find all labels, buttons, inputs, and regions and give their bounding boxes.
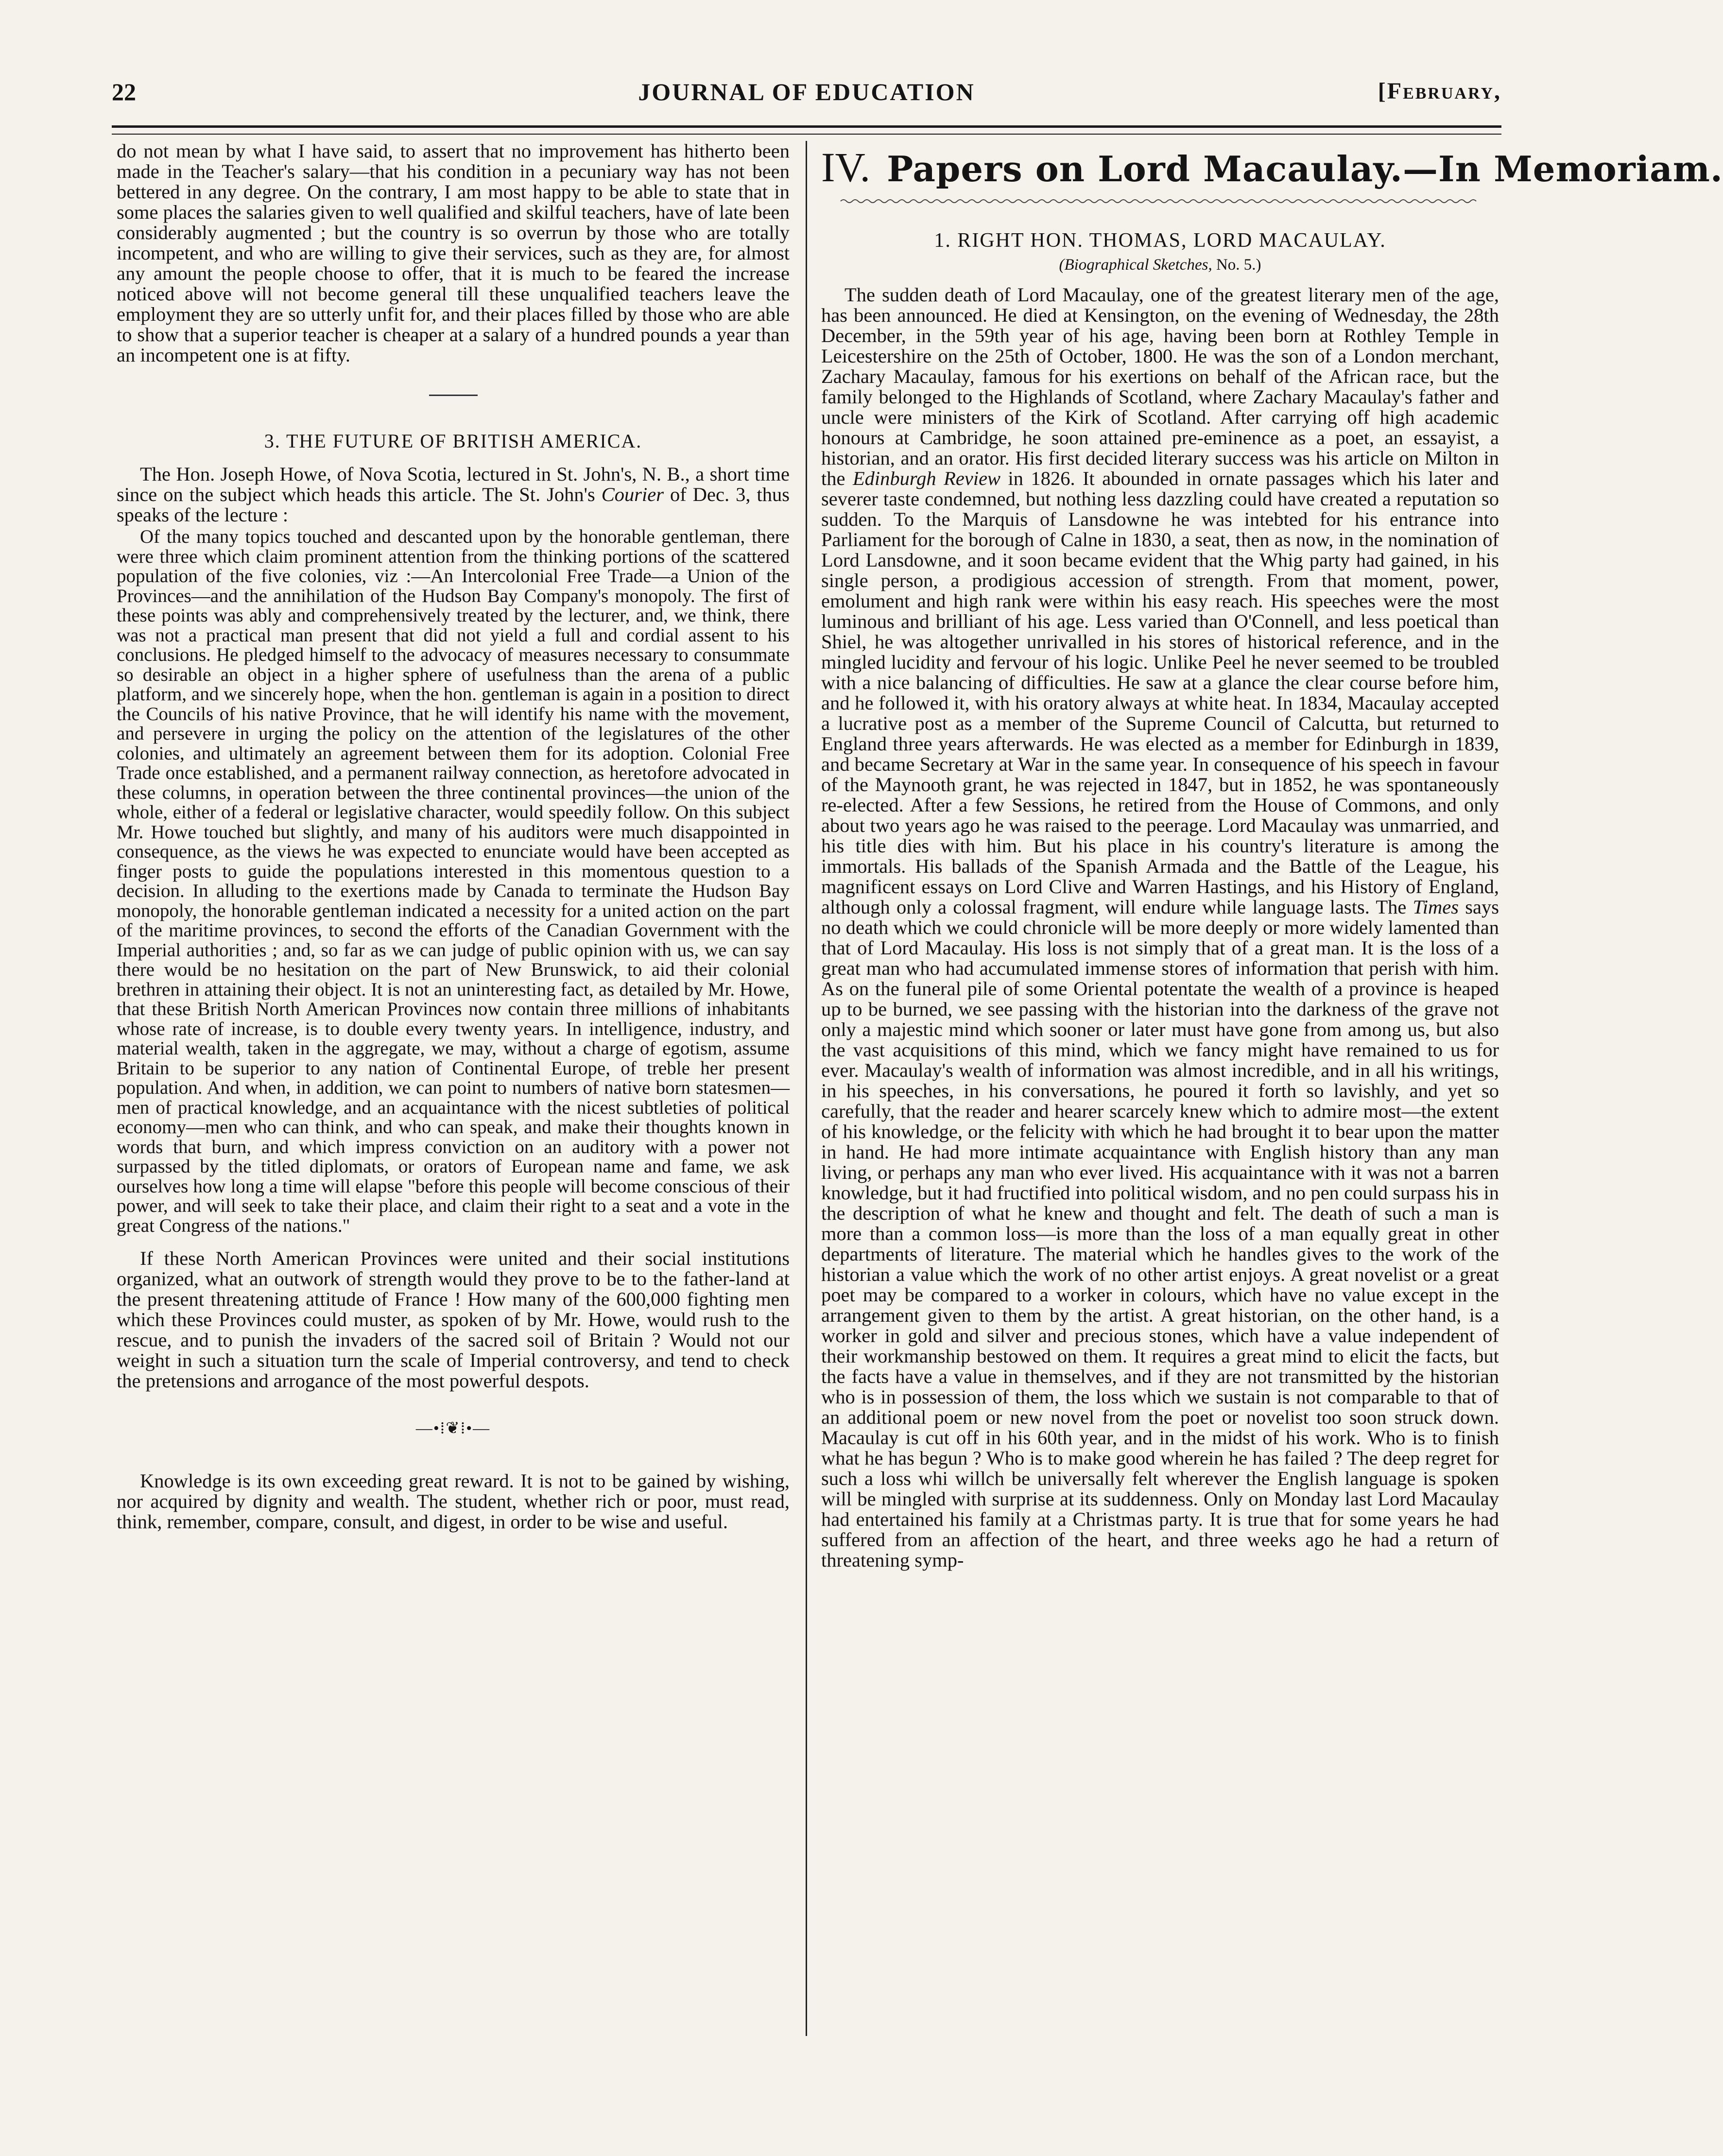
times-italic: Times (1413, 896, 1459, 918)
left-column (117, 141, 790, 1532)
running-head-month: [February, (1378, 78, 1501, 104)
journal-title: JOURNAL OF EDUCATION (638, 78, 975, 105)
knowledge-maxim: Knowledge is its own exceeding great reward. It is not to be gained by wishing, nor acquired by dignity and wealth. The student, whether rich or poor, must read, think, remember, compare, consult, and digest, in order to be wise and useful. (117, 1470, 790, 1533)
section-heading-future-british-america: 3. THE FUTURE OF BRITISH AMERICA. (264, 430, 642, 452)
wavy-rule (841, 198, 1480, 204)
section-title-block (821, 143, 1723, 193)
obit-text-c: says no death which we could chronicle will be more deeply or more widely lamented than that of Lord Macaulay. His loss is not simply that of a great man. It is the loss of a great man who had accumulated immense stores of information that perish with him. As on the funeral pile of some Oriental potentate the wealth of a province is heaped up to be burned, we see passing with the historian into the darkness of the grave not only a majestic mind which sooner or later must have gone from among us, but also the vast acquisitions of this mind, which we fancy might have remained to us for ever. Macaulay's wealth of information was almost incredible, and in all his writings, in his speeches, in his conversations, he poured it forth so lavishly, and yet so carefully, that the reader and hearer scarcely knew which to admire most—the extent of his knowledge, or the felicity with which he had brought it to bear upon the matter in hand. He had more intimate acquaintance with English history than any man living, or perhaps any man who ever lived. His acquaintance with it was not a barren knowledge, but it had fructified into political wisdom, and no pen could surpass his in the description of what he knew and thought and felt. The death of such a man is more than a common loss—is more than the loss of a man equally great in other departments of literature. The material which he handles gives to the work of the historian a value which the work of no other artist enjoys. A great novelist or a great poet may be compared to a worker in colours, which have no value except in the arrangement given to them by the artist. A great historian, on the other hand, is a worker in gold and silver and precious stones, which have a value independent of their workmanship bestowed on them. It requires a great mind to elicit the facts, but the facts have a value in themselves, and if they are not transmitted by the historian who is in possession of them, the loss which we sustain is not comparable to that of an additional poem or new novel from the poet or novelist too soon struck down. Macaulay is cut off in his 60th year, and in the midst of his work. Who is to finish what he has begun ? Who is to make good wherein he has failed ? The deep regret for such a loss whi willch be universally felt wherever the English language is spoken will be mingled with surprise at its suddenness. Only on Monday last Lord Macaulay had entertained his family at a Christmas party. It is true that for some years he had suffered from an affection of the heart, and three weeks ago he had a return of threatening symp- (821, 896, 1499, 1571)
article-source (821, 255, 1499, 275)
lede-paragraph (117, 464, 790, 525)
section-title-macaulay: Papers on Lord Macaulay.—In Memoriam. (887, 148, 1723, 190)
article-title: 1. RIGHT HON. THOMAS, LORD MACAULAY. (934, 229, 1386, 252)
edinburgh-review-italic: Edinburgh Review (852, 467, 1001, 489)
section-separator-rule (429, 395, 478, 396)
closing-paragraph: If these North American Provinces were united and their social institutions organized, what an outwork of strength would they prove to be to the father-land at the present threatening attitude of France ! How many of the 600,000 fighting men which these Provinces could muster, as spoken of by Mr. Howe, would rush to the rescue, and to punish the invaders of the sacred soil of Britain ? Would not our weight in such a situation turn the scale of Imperial controversy, and tend to check the pretensions and arrogance of the most powerful despots. (117, 1247, 790, 1392)
obit-text-b: in 1826. It abounded in ornate passages which his later and severer taste condemned, but nothing less dazzling could have created a reputation so sudden. To the Marquis of Lansdowne he was intebted for his entrance into Parliament for the borough of Calne in 1830, a seat, then as now, in the nomination of Lord Lansdowne, and it soon became evident that the Whig party had gained, in his single person, a prodigious accession of strength. From that moment, power, emolument and high rank were within his easy reach. His speeches were the most luminous and brilliant of his age. Less varied than O'Connell, and less poetical than Shiel, he was altogether unrivalled in his stores of historical reference, and in the mingled lucidity and fervour of his logic. Unlike Peel he never seemed to be troubled with a nice balancing of difficulties. He saw at a glance the clear course before him, and he followed it, with his oratory always at white heat. In 1834, Macaulay accepted a lucrative post as a member of the Supreme Council of Calcutta, but returned to England three years afterwards. He was elected as a member for Edinburgh in 1839, and became Secretary at War in the same year. In consequence of his speech in favour of the Maynooth grant, he was rejected in 1847, but in 1852, he was spontaneously re-elected. After a few Sessions, he retired from the House of Commons, and only about two years ago he was raised to the peerage. Lord Macaulay was unmarried, and his title dies with him. But his place in his country's literature is among the immortals. His ballads of the Spanish Armada and the Battle of the League, his magnificent essays on Lord Clive and Warren Hastings, and his History of England, although only a colossal fragment, will endure while language lasts. The (821, 467, 1499, 918)
lede-courier-italic: Courier (601, 483, 664, 505)
column-divider (806, 141, 807, 2036)
article-source-italic: (Biographical Sketches, (1059, 256, 1212, 274)
section-numeral: IV. (821, 144, 871, 190)
right-column (821, 141, 1723, 1571)
lede-text-b: of Dec. 3, thus speaks of the lecture : (117, 483, 790, 526)
macaulay-obituary-paragraph (821, 285, 1499, 1570)
obit-text-a: The sudden death of Lord Macaulay, one of the greatest literary men of the age, has been announced. He died at Kensington, on the evening of Wednesday, the 28th December, in the 59th year of his age, having been born at Rothley Temple in Leicestershire on the 25th of October, 1800. He was the son of a London merchant, Zachary Macaulay, famous for his exertions on behalf of the African race, but the family belonged to the Highlands of Scotland, where Zachary Macaulay's father and uncle were ministers of the Kirk of Scotland. After carrying off high academic honours at Cambridge, he soon attained pre-eminence as a poet, an essayist, a historian, and an orator. His first decided literary success was his article on Milton in the (821, 284, 1499, 489)
intro-paragraph: do not mean by what I have said, to assert that no improvement has hitherto been made in the Teacher's salary—that his condition in a pecuniary way has not been bettered in any degree. On the contrary, I am most happy to be able to state that in some places the salaries given to well qualified and skilful teachers, have of late been considerably augmented ; but the country is so overrun by those who are totally incompetent, and who are willing to give their services, such as they are, for almost any amount the people choose to offer, that it is much to be feared the increase noticed above will not become general till these unqualified teachers leave the employment they are so utterly unfit for, and their places filled by those who are able to show that a superior teacher is cheaper at a salary of a hundred pounds a year than an incompetent one is at fifty. (117, 140, 790, 366)
page-number: 22 (112, 78, 136, 105)
page-header (112, 78, 1501, 117)
quoted-lecture-paragraph: Of the many topics touched and descanted upon by the honorable gentleman, there were three which claim prominent attention from the thinking portions of the scattered population of the five colonies, viz :—An Intercolonial Free Trade—a Union of the Provinces—and the annihilation of the Hudson Bay Company's monopoly. The first of these points was ably and comprehensively treated by the lecturer, and, we think, there was not a practical man present that did not yield a full and cordial assent to his conclusions. He pledged himself to the advocacy of measures necessary to consummate so desirable an object in a higher sphere of usefulness than the arena of a public platform, and we sincerely hope, when the hon. gentleman is again in a position to direct the Councils of his native Province, that he will identify his name with the movement, and persevere in urging the policy on the attention of the legislatures of the other colonies, and ultimately an agreement between them for its adoption. Colonial Free Trade once established, and a permanent railway connection, as heretofore advocated in these columns, in operation between the three continental provinces—the union of the whole, either of a federal or legislative character, would speedily follow. On this subject Mr. Howe touched but slightly, and many of his auditors were much disappointed in consequence, as the views he was expected to enunciate would have been accepted as finger posts to guide the populations interested in this momentous question to a decision. In alluding to the exertions made by Canada to terminate the Hudson Bay monopoly, the honorable gentleman indicated a necessity for a united action on the part of the maritime provinces, to second the efforts of the Canadian Government with the Imperial authorities ; and, so far as we can judge of public opinion with us, we can say there would be no hesitation on the part of New Brunswick, to aid their colonial brethren in attaining their object. It is not an uninteresting fact, as detailed by Mr. Howe, that these British North American Provinces now contain three millions of inhabitants whose rate of increase, is to double every twenty years. In intelligence, industry, and material wealth, taken in the aggregate, we may, without a charge of egotism, assume Britain to be superior to any nation of Continental Europe, of treble her present population. And when, in addition, we can point to numbers of native born statesmen—men of practical knowledge, and an acquaintance with the nicest subtleties of political economy—men who can think, and who can speak, and make their thoughts known in words that burn, and which impress conviction on an auditory with a power not surpassed by the titled diplomats, or orators of European name and fame, we ask ourselves how long a time will elapse "before this people will become conscious of their power, and will seek to take their place, and claim their right to a seat and a vote in the great Congress of the nations." (117, 526, 790, 1236)
header-double-rule (112, 125, 1501, 135)
article-source-number: No. 5.) (1212, 256, 1261, 274)
lede-text-a: The Hon. Joseph Howe, of Nova Scotia, lectured in St. John's, N. B., a short time since on the subject which heads this article. The St. John's (117, 463, 790, 505)
ornament-divider: —•⁞❦⁞•— (415, 1419, 491, 1437)
